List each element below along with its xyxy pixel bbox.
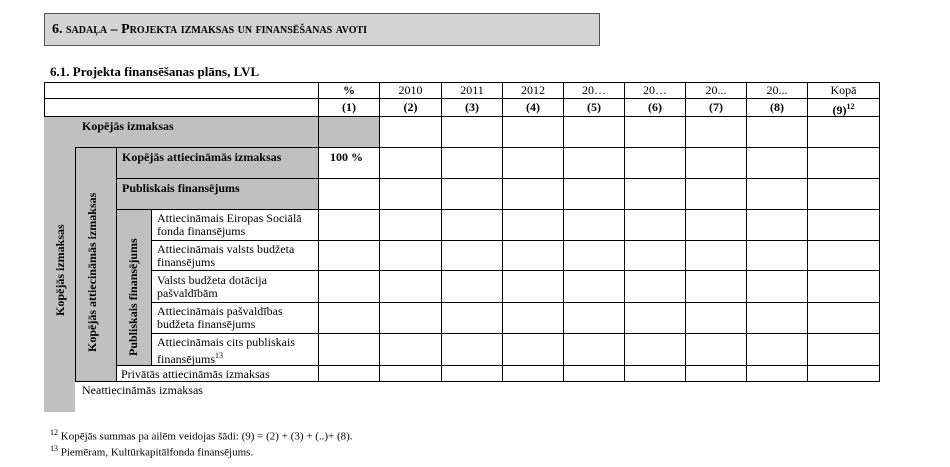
footnote-12: $^{12}$ Kopējās summas pa ailēm veidojas šādi: (9) = (2) + (3) + (..)+ (8). xyxy=(50,428,353,443)
row-state-budget: Attiecināmais valsts budžeta finansējums xyxy=(157,242,295,269)
vertical-label-total-costs: Kopējās izmaksas xyxy=(53,224,67,316)
col-header-2010: 2010 xyxy=(398,83,423,97)
col-index-3: (3) xyxy=(465,100,479,114)
col-index-2: (2) xyxy=(403,100,418,114)
col-index-6: (6) xyxy=(648,100,662,114)
row-total-costs: Kopējās izmaksas xyxy=(82,119,174,133)
col-index-5: (5) xyxy=(587,100,601,114)
row-total-eligible-percent: 100 % xyxy=(330,150,363,164)
row-non-eligible: Neattiecināmās izmaksas xyxy=(82,383,203,397)
col-header-6: 20… xyxy=(643,83,667,97)
col-header-percent: % xyxy=(343,83,355,97)
vertical-label-total-eligible: Kopējās attiecināmās izmaksas xyxy=(85,192,99,352)
row-public-funding: Publiskais finansējums xyxy=(122,181,240,195)
vertical-label-public-funding: Publiskais finansējums xyxy=(126,238,140,356)
col-index-7: (7) xyxy=(709,100,723,114)
subsection-title: 6.1. Projekta finansēšanas plāns, LVL xyxy=(50,64,260,79)
col-header-2012: 2012 xyxy=(521,83,545,97)
col-header-total: Kopā xyxy=(830,83,857,97)
section-title-text: Projekta izmaksas un finansēšanas avoti xyxy=(121,22,368,37)
row-esf: Attiecināmais Eiropas Sociālā fonda finansējums xyxy=(157,211,302,238)
row-state-grant: Valsts budžeta dotācija pašvaldībām xyxy=(157,273,267,300)
section-prefix: sadaļa xyxy=(66,22,108,37)
col-header-7: 20... xyxy=(705,83,727,97)
row-private-eligible: Privātās attiecināmās izmaksas xyxy=(121,367,270,381)
col-index-8: (8) xyxy=(770,100,784,114)
col-index-1: (1) xyxy=(342,100,356,114)
row-other-public: Attiecināmais cits publiskais finansējums$^{13}$ xyxy=(157,335,295,366)
row-municipal-budget: Attiecināmais pašvaldības budžeta finansējums xyxy=(157,304,283,331)
row-total-eligible: Kopējās attiecināmās izmaksas xyxy=(122,150,282,164)
col-header-5: 20… xyxy=(582,83,606,97)
col-index-4: (4) xyxy=(526,100,540,114)
section-title: 6. sadaļa – Projekta izmaksas un finansēšanas avoti xyxy=(52,22,368,37)
col-index-9: $(9)^{12}$ xyxy=(832,102,855,117)
footnote-13: $^{13}$ Piemēram, Kultūrkapitālfonda finansējums. xyxy=(50,444,254,459)
col-header-8: 20... xyxy=(766,83,788,97)
col-header-2011: 2011 xyxy=(460,83,484,97)
